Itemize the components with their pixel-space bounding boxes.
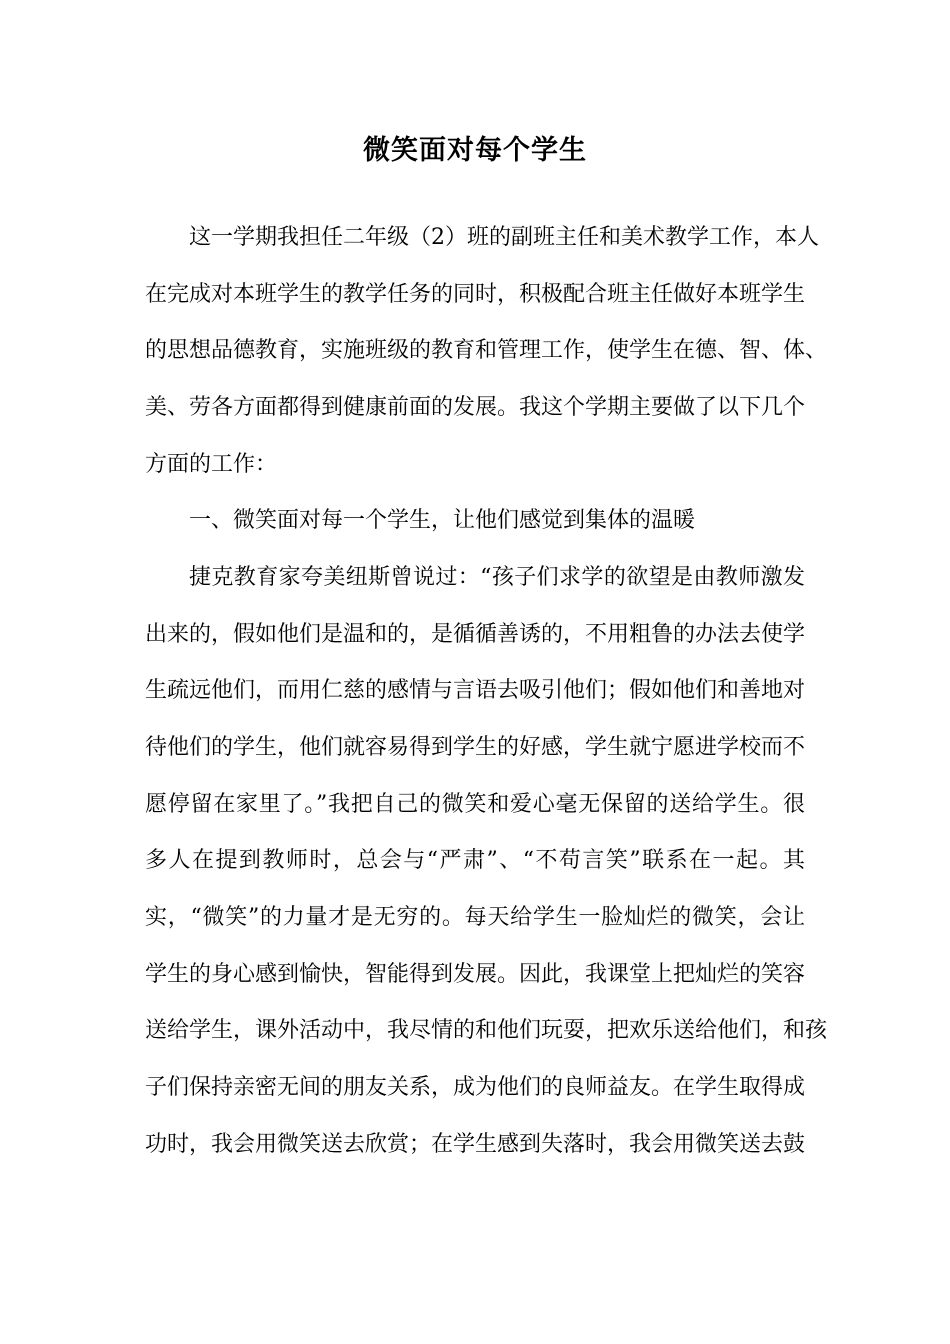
paragraph-line: 待他们的学生，他们就容易得到学生的好感，学生就宁愿进学校而不 bbox=[145, 735, 806, 760]
paragraph-line: 子们保持亲密无间的朋友关系，成为他们的良师益友。在学生取得成 bbox=[145, 1075, 806, 1100]
paragraph-line: 捷克教育家夸美纽斯曾说过：“孩子们求学的欲望是由教师激发 bbox=[189, 565, 805, 590]
paragraph-line: 学生的身心感到愉快，智能得到发展。因此，我课堂上把灿烂的笑容 bbox=[145, 962, 806, 987]
paragraph-line: 送给学生，课外活动中，我尽情的和他们玩耍，把欢乐送给他们，和孩 bbox=[145, 1018, 828, 1043]
paragraph-line: 出来的，假如他们是温和的，是循循善诱的，不用粗鲁的办法去使学 bbox=[145, 622, 806, 647]
paragraph-line: 美、劳各方面都得到健康前面的发展。我这个学期主要做了以下几个 bbox=[145, 395, 806, 420]
section-heading: 一、微笑面对每一个学生，让他们感觉到集体的温暖 bbox=[189, 508, 696, 533]
paragraph-line: 多人在提到教师时，总会与“严肃”、“不苟言笑”联系在一起。其 bbox=[145, 848, 805, 873]
paragraph-line: 这一学期我担任二年级（2）班的副班主任和美术教学工作，本人 bbox=[189, 225, 819, 250]
paragraph-line: 生疏远他们，而用仁慈的感情与言语去吸引他们；假如他们和善地对 bbox=[145, 678, 806, 703]
paragraph-line: 实，“微笑”的力量才是无穷的。每天给学生一脸灿烂的微笑，会让 bbox=[145, 905, 805, 930]
paragraph-line: 的思想品德教育，实施班级的教育和管理工作，使学生在德、智、体、 bbox=[145, 338, 828, 363]
page-title: 微笑面对每个学生 bbox=[363, 135, 587, 166]
paragraph-line: 愿停留在家里了。”我把自己的微笑和爱心毫无保留的送给学生。很 bbox=[145, 792, 805, 817]
paragraph-line: 功时，我会用微笑送去欣赏；在学生感到失落时，我会用微笑送去鼓 bbox=[145, 1132, 806, 1157]
paragraph-line: 在完成对本班学生的教学任务的同时，积极配合班主任做好本班学生 bbox=[145, 282, 806, 307]
paragraph-line: 方面的工作： bbox=[145, 452, 278, 477]
